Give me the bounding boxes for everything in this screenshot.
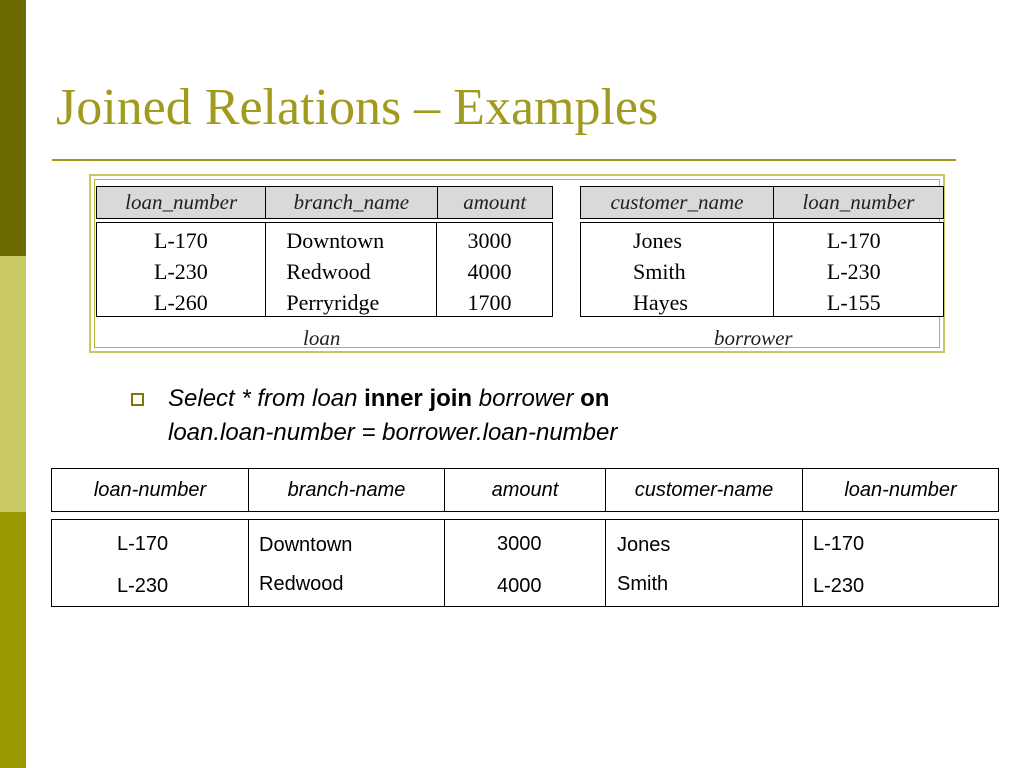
loan-branch-name-values [266, 223, 437, 316]
table-cell: Smith [617, 573, 669, 595]
result-col-loan-number-2: loan-number [844, 478, 957, 501]
table-cell: Jones [633, 228, 682, 253]
borrower-table-body [580, 222, 944, 317]
borrower-caption: borrower [714, 326, 793, 350]
loan-table-header [96, 186, 553, 219]
table-cell: 3000 [467, 228, 512, 253]
loan-amount-values [437, 223, 552, 316]
side-bar-bottom [0, 512, 26, 768]
table-cell: 4000 [497, 575, 542, 597]
title-underline [52, 159, 956, 161]
result-col-amount: amount [445, 469, 606, 511]
table-cell: Redwood [286, 259, 371, 284]
table-cell: Downtown [286, 228, 385, 253]
result-col-branch-name: branch-name [249, 469, 445, 511]
table-cell: L-230 [154, 259, 208, 284]
table-cell: L-230 [117, 575, 169, 597]
loan-col-amount: amount [463, 190, 527, 214]
loan-col-loan-number: loan_number [97, 187, 266, 218]
query-inner-join: inner join [364, 385, 473, 412]
borrower-col-customer-name: customer_name [581, 187, 774, 218]
result-table-header [51, 468, 999, 512]
query-borrower: borrower [472, 385, 581, 412]
borrower-loan-number-values [774, 223, 943, 316]
table-cell: Jones [617, 534, 671, 556]
table-cell: Hayes [633, 290, 688, 315]
result-customer-name-values [606, 520, 803, 606]
loan-loan-number-values [97, 223, 266, 316]
borrower-table-header [580, 186, 944, 219]
query-condition: loan.loan-number = borrower.loan-number [168, 419, 618, 446]
result-amount-values [445, 520, 606, 606]
loan-table-body [96, 222, 553, 317]
result-table-body [51, 519, 999, 607]
result-loan-number-values [52, 520, 249, 606]
bullet-query-text [168, 382, 888, 450]
table-cell: L-170 [117, 533, 169, 555]
table-cell: L-260 [154, 290, 208, 315]
slide-title: Joined Relations – Examples [56, 79, 659, 136]
table-cell: L-155 [826, 290, 881, 315]
table-cell: Redwood [259, 573, 344, 595]
table-cell: Perryridge [286, 290, 380, 315]
relations-figure [89, 174, 945, 353]
table-cell: L-170 [813, 533, 865, 555]
table-cell: 1700 [467, 290, 512, 315]
result-col-loan-number: loan-number [52, 469, 249, 511]
side-bar-top [0, 0, 26, 256]
table-cell: L-230 [813, 575, 865, 597]
side-bar-middle [0, 256, 26, 512]
result-branch-name-values [249, 520, 445, 606]
loan-col-branch-name: branch_name [266, 187, 437, 218]
result-loan-number-2-values [803, 520, 998, 606]
table-cell: L-170 [826, 228, 881, 253]
loan-caption: loan [303, 326, 341, 350]
table-cell: Smith [633, 259, 686, 284]
table-cell: 3000 [497, 533, 542, 555]
borrower-col-loan-number: loan_number [802, 190, 915, 214]
result-col-customer-name: customer-name [606, 469, 803, 511]
borrower-customer-name-values [581, 223, 774, 316]
query-select: Select * from loan [168, 385, 365, 412]
table-cell: Downtown [259, 534, 353, 556]
bullet-square-icon [131, 393, 144, 406]
table-cell: L-230 [826, 259, 881, 284]
query-on: on [580, 385, 610, 412]
table-cell: 4000 [467, 259, 512, 284]
table-cell: L-170 [154, 228, 208, 253]
